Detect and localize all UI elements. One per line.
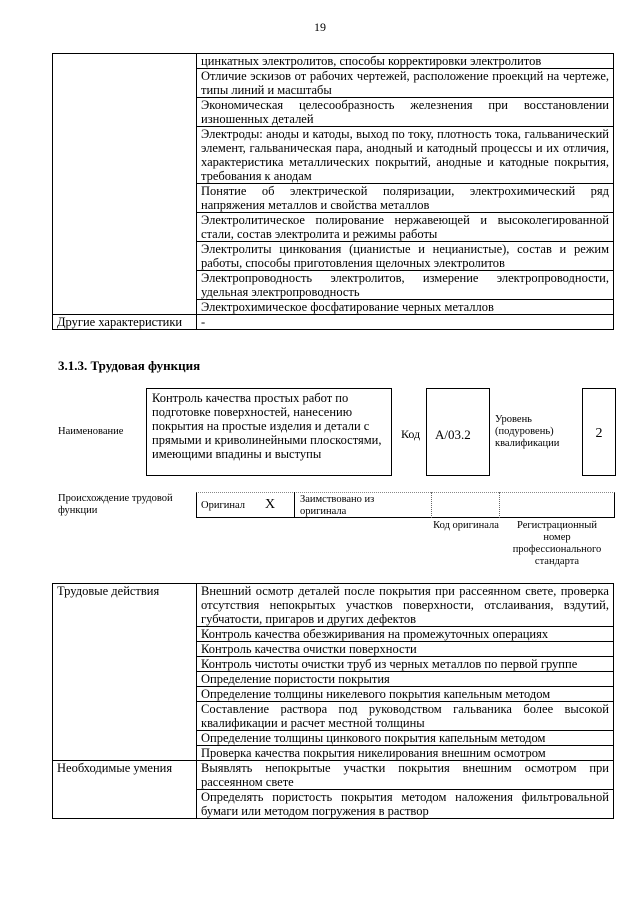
knowledge-item: Электролитическое полирование нержавеющей и высоколегированной стали, состав электролита и режимы работы bbox=[197, 213, 614, 242]
required-skill-item: Выявлять непокрытые участки покрытия внешним осмотром при рассеянном свете bbox=[197, 761, 614, 790]
labor-action-item: Контроль качества обезжиривания на промежуточных операциях bbox=[197, 627, 614, 642]
name-label: Наименование bbox=[58, 426, 124, 437]
knowledge-item: Электролиты цинкования (цианистые и нецианистые), состав и режим работы, способы приготовления щелочных электролитов bbox=[197, 242, 614, 271]
knowledge-item: Электропроводность электролитов, измерение электропроводности, удельная электропроводность bbox=[197, 271, 614, 300]
table-row bbox=[53, 54, 614, 69]
row-label-cell bbox=[53, 54, 197, 315]
level-label: Уровень (подуровень) квалификации bbox=[495, 414, 560, 449]
code-value-box: A/03.2 bbox=[426, 388, 490, 476]
labor-action-item: Проверка качества покрытия никелирования внешним осмотром bbox=[197, 746, 614, 761]
level-value-box: 2 bbox=[582, 388, 616, 476]
required-skill-item: Определять пористость покрытия методом наложения фильтровальной бумаги или методом погружения в раствор bbox=[197, 790, 614, 819]
knowledge-item: Понятие об электрической поляризации, электрохимический ряд напряжения металлов и свойства металлов bbox=[197, 184, 614, 213]
original-mark: X bbox=[265, 497, 276, 512]
origin-label: Происхождение трудовой функции bbox=[58, 493, 173, 516]
borrowed-label: Заимствовано из оригинала bbox=[300, 494, 375, 517]
labor-action-item: Определение толщины цинкового покрытия капельным методом bbox=[197, 731, 614, 746]
function-name-box: Контроль качества простых работ по подготовке поверхностей, нанесению покрытия на простые изделия и детали с прямыми и криволинейными плоскостями, имеющими впадины и выступы bbox=[146, 388, 392, 476]
table-row bbox=[53, 315, 614, 330]
knowledge-item: цинкатных электролитов, способы корректировки электролитов bbox=[197, 54, 614, 69]
labor-action-item: Внешний осмотр деталей после покрытия при рассеянном свете, проверка отсутствия непокрытых участков поверхности, отслаивания, вздутий, губчатости, пригаров и других дефектов bbox=[197, 584, 614, 627]
table-row bbox=[53, 761, 614, 790]
code-caption: Код оригинала bbox=[433, 520, 499, 531]
origin-divider bbox=[499, 492, 500, 518]
page-number: 19 bbox=[314, 20, 326, 34]
required-skills-label: Необходимые умения bbox=[53, 761, 197, 819]
labor-action-item: Составление раствора под руководством гальваника более высокой квалификации и расчет местной толщины bbox=[197, 702, 614, 731]
reg-caption: Регистрационный номер профессионального стандарта bbox=[512, 520, 602, 567]
labor-action-item: Контроль чистоты очистки труб из черных металлов по первой группе bbox=[197, 657, 614, 672]
knowledge-table bbox=[52, 53, 614, 330]
other-characteristics-label: Другие характеристики bbox=[53, 315, 197, 330]
labor-action-item: Определение толщины никелевого покрытия капельным методом bbox=[197, 687, 614, 702]
original-label: Оригинал bbox=[201, 500, 245, 511]
origin-divider bbox=[294, 492, 295, 518]
knowledge-item: Экономическая целесообразность железнения при восстановлении изношенных деталей bbox=[197, 98, 614, 127]
code-label: Код bbox=[401, 427, 421, 441]
section-title: 3.1.3. Трудовая функция bbox=[58, 358, 201, 373]
knowledge-item: Отличие эскизов от рабочих чертежей, расположение проекций на чертеже, типы линий и масштабы bbox=[197, 69, 614, 98]
origin-divider bbox=[431, 492, 432, 518]
labor-action-item: Определение пористости покрытия bbox=[197, 672, 614, 687]
table-row bbox=[53, 584, 614, 627]
knowledge-item: Электрохимическое фосфатирование черных металлов bbox=[197, 300, 614, 315]
labor-action-item: Контроль качества очистки поверхности bbox=[197, 642, 614, 657]
labor-actions-label: Трудовые действия bbox=[53, 584, 197, 761]
knowledge-item: Электроды: аноды и катоды, выход по току, плотность тока, гальванический элемент, гальваническая пара, анодный и катодный процессы и их отличия, характеристика металлических покрытий, анодные и катодные покрытия, требования к анодам bbox=[197, 127, 614, 184]
other-characteristics-value: - bbox=[197, 315, 614, 330]
actions-table bbox=[52, 583, 614, 819]
